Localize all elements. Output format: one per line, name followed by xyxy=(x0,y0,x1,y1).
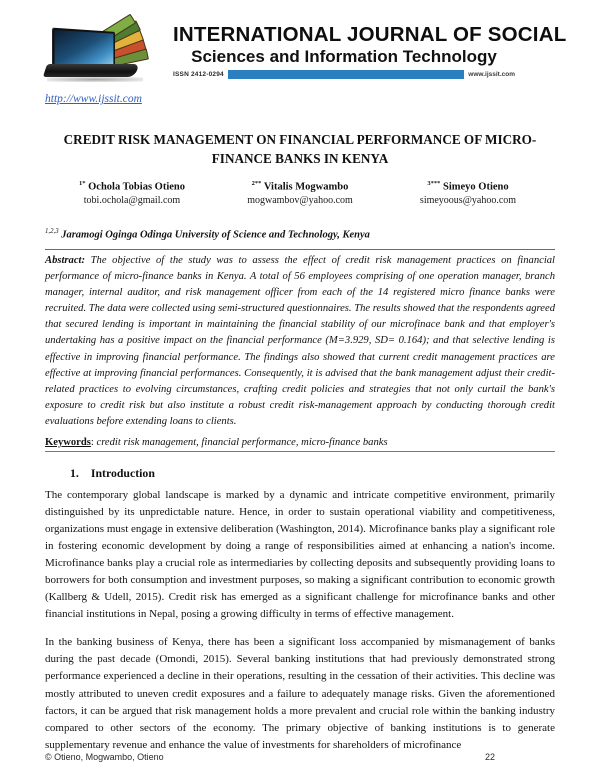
abstract-block xyxy=(45,253,555,430)
body-paragraph: In the banking business of Kenya, there has been a significant loss accompanied by mismanagement of banks during the past decade (Omondi, 2015). Several banking institutions that had previously demonstrated strong performance experienced a decline in their operations, resulting in the cessation of their activities. This decline was mostly attributed to uneven credit exposures and a failure to adequately manage risks. Given the aforementioned factors, it can be argued that risk management holds a more prevalent and crucial role within the banking industry compared to other sectors of the economy. The primary objective of banking institutions is to generate supplementary revenue and enhance the value of investments for shareholders of microfinance xyxy=(45,636,555,751)
keywords-label: Keywords xyxy=(45,437,91,448)
author-name-text: Vitalis Mogwambo xyxy=(263,181,349,193)
issn-divider-bar xyxy=(228,70,464,79)
journal-website-link[interactable]: http://www.ijssit.com xyxy=(45,93,142,105)
author-email[interactable]: tobi.ochola@gmail.com xyxy=(83,194,181,206)
keywords-list: credit risk management, financial performance, micro-finance banks xyxy=(96,437,388,448)
author-name-text: Simeyo Otieno xyxy=(443,181,509,193)
author-list xyxy=(48,180,552,206)
author-name-text: Ochola Tobias Otieno xyxy=(88,181,185,193)
laptop-books-logo-icon xyxy=(45,30,177,86)
body-paragraph: The contemporary global landscape is marked by a dynamic and intricate competitive environment, primarily distinguished by its unpredictable nature. Hence, in order to sustain operational viability and competitiveness, organizations must engage in extensive deliberation (Washington, 2014). Microfinance banks play a significant role in fostering economic development by doing a range of responsibilities aimed at enhancing a nation's income. Microfinance banks play a crucial role as intermediaries by collecting deposits and subsequently providing loans to borrowers for both consumption and investment purposes, so making a significant contribution to economic growth (Kallberg & Udell, 2015). Credit risk has emerged as a significant challenge for microfinance banks and other financial institutions in Nepal, posing a growing difficulty in terms of effective management. xyxy=(45,489,555,621)
keywords-separator: : xyxy=(90,437,97,448)
author-entry xyxy=(216,180,384,206)
affiliation-marker: 1,2,3 xyxy=(45,228,59,235)
footer-page-number: 22 xyxy=(484,752,495,762)
masthead-website: www.ijssit.com xyxy=(468,71,515,79)
author-marker: 1* xyxy=(79,180,86,187)
author-entry xyxy=(48,180,216,206)
page-footer xyxy=(45,752,555,762)
affiliation-text: Jaramogi Oginga Odinga University of Science and Technology, Kenya xyxy=(61,229,370,241)
author-marker: 2** xyxy=(251,180,262,187)
section-number: 1. xyxy=(70,466,79,480)
affiliation xyxy=(45,228,555,241)
author-entry xyxy=(384,180,552,206)
author-name xyxy=(216,180,384,193)
abstract-top-rule xyxy=(45,249,555,250)
journal-masthead xyxy=(45,23,567,88)
issn-text: ISSN 2412-0294 xyxy=(173,71,224,79)
abstract-label: Abstract: xyxy=(45,255,86,266)
author-name xyxy=(384,180,552,193)
section-heading-introduction xyxy=(70,466,155,481)
body-content xyxy=(45,487,555,754)
footer-copyright: © Otieno, Mogwambo, Otieno xyxy=(45,752,164,762)
journal-title-line2: Sciences and Information Technology xyxy=(191,46,497,66)
author-email[interactable]: mogwambov@yahoo.com xyxy=(247,194,353,206)
author-email[interactable]: simeyoous@yahoo.com xyxy=(419,194,517,206)
journal-title-line1: INTERNATIONAL JOURNAL OF SOCIAL xyxy=(173,23,567,46)
page-title: CREDIT RISK MANAGEMENT ON FINANCIAL PERFORMANCE OF MICRO-FINANCE BANKS IN KENYA xyxy=(63,132,537,167)
keywords-block xyxy=(45,437,555,452)
journal-title-block xyxy=(173,23,567,80)
abstract-text: The objective of the study was to assess the effect of credit risk management practices on financial performance of micro-finance banks in Kenya. A total of 56 employees comprising of one operation manager, branch manager, internal auditor, and risk management officer from each of the 14 registered micro finance banks were recruited. The data were collected using semi-structured questionnaires. The results showed that the respondents agreed that secured lending is important in maintaining the financial stability of our microfinace bank and that employer's undertaking has a positive impact on the financial performance (M=3.929, SD= 0.164); and that selective lending is effective in improving financial performance. The findings also showed that current credit management practices are effective at improving financial performances. Consequently, it is advised that the bank management adjust their credit-related practices to evolving circumstances, crafting credit policies and strategies that not only curtail the bank's exposure to credit risk but also institute a robust credit risk-management approach by conducting thorough credit evaluations before extending loans to clients. xyxy=(45,255,555,427)
issn-row xyxy=(173,69,515,80)
author-marker: 3*** xyxy=(427,180,441,187)
author-name xyxy=(48,180,216,193)
section-title: Introduction xyxy=(90,466,155,480)
